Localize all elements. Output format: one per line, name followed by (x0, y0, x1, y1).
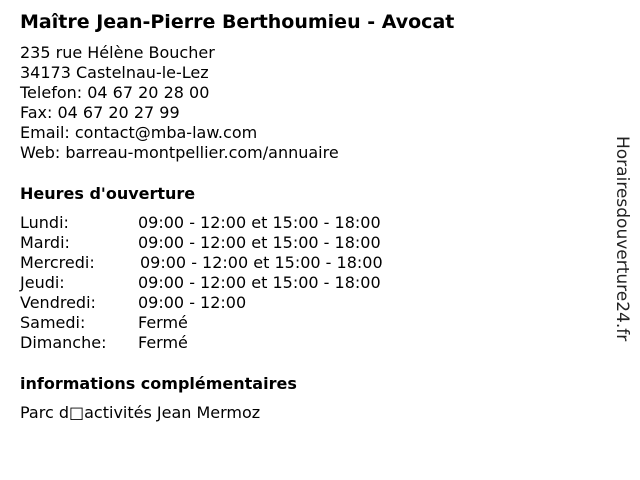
fax-line: Fax: 04 67 20 27 99 (20, 103, 180, 122)
address-street: 235 rue Hélène Boucher (20, 43, 215, 62)
additional-info-text: Parc d□activités Jean Mermoz (20, 403, 261, 422)
hours-day-label: Vendredi: (20, 293, 96, 312)
contact-block (20, 43, 339, 163)
hours-time-value: 09:00 - 12:00 et 15:00 - 18:00 (138, 273, 381, 292)
address-city: 34173 Castelnau-le-Lez (20, 63, 209, 82)
hours-time-value: 09:00 - 12:00 (138, 293, 247, 312)
hours-time-value: 09:00 - 12:00 et 15:00 - 18:00 (140, 253, 383, 272)
hours-day-label: Mercredi: (20, 253, 95, 272)
site-watermark: Horairesdouverture24.fr (612, 136, 632, 342)
hours-day-label: Samedi: (20, 313, 86, 332)
hours-time-value: Fermé (138, 313, 188, 332)
page-title: Maître Jean-Pierre Berthoumieu - Avocat (20, 11, 455, 33)
phone-line: Telefon: 04 67 20 28 00 (20, 83, 210, 102)
hours-time-value: 09:00 - 12:00 et 15:00 - 18:00 (138, 213, 381, 232)
opening-hours-heading: Heures d'ouverture (20, 184, 196, 203)
hours-day-label: Jeudi: (20, 273, 65, 292)
web-line: Web: barreau-montpellier.com/annuaire (20, 143, 339, 162)
email-line: Email: contact@mba-law.com (20, 123, 258, 142)
hours-day-label: Mardi: (20, 233, 70, 252)
hours-time-value: Fermé (138, 333, 188, 352)
hours-time-value: 09:00 - 12:00 et 15:00 - 18:00 (138, 233, 381, 252)
hours-day-label: Dimanche: (20, 333, 107, 352)
hours-day-label: Lundi: (20, 213, 69, 232)
additional-info-heading: informations complémentaires (20, 374, 297, 393)
